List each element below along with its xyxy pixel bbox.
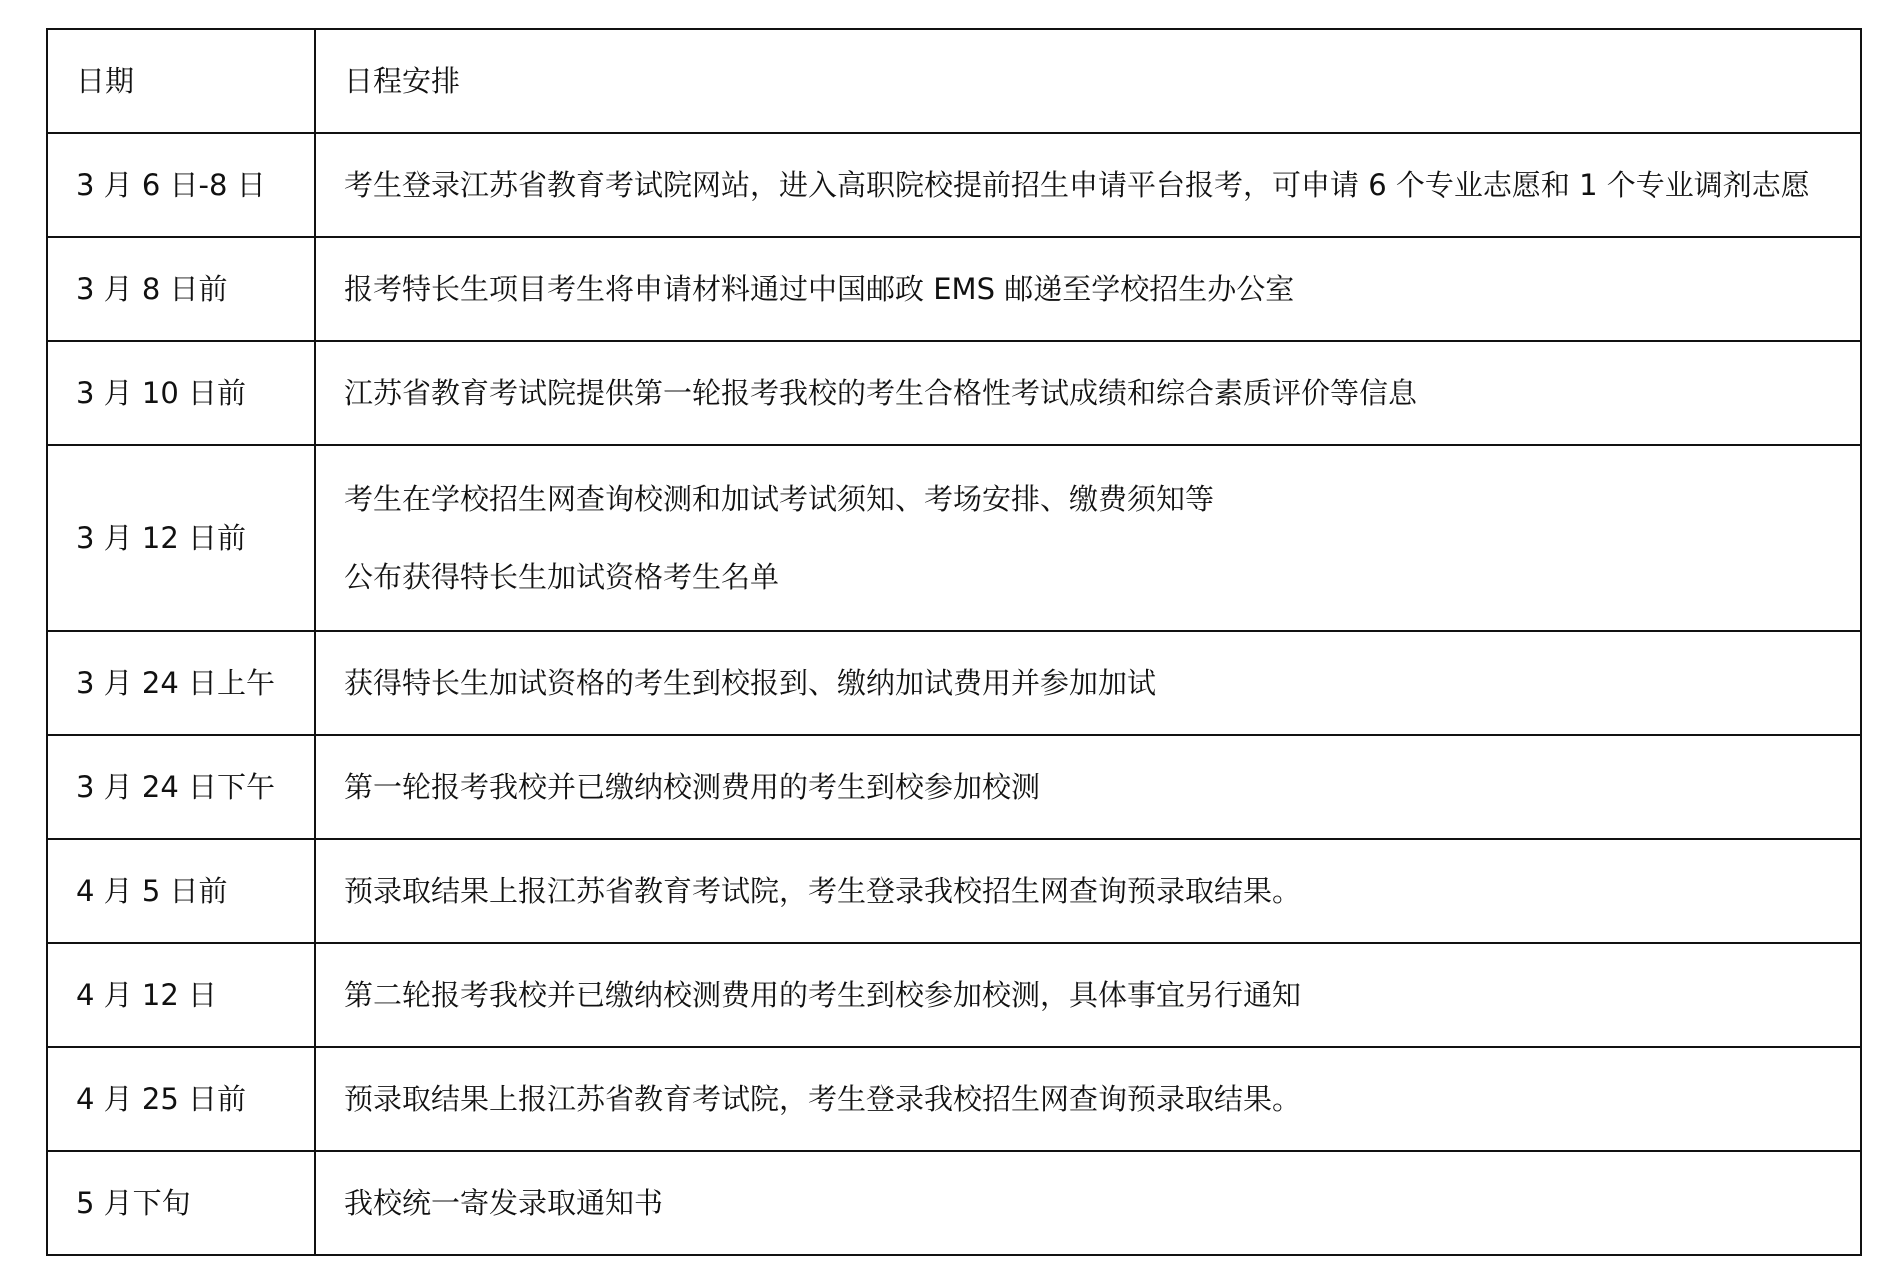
table-header-row xyxy=(47,29,1861,133)
date-cell: 4 月 5 日前 xyxy=(47,839,315,943)
table-row xyxy=(47,631,1861,735)
date-cell: 3 月 12 日前 xyxy=(47,445,315,631)
table-row xyxy=(47,237,1861,341)
date-cell: 3 月 6 日-8 日 xyxy=(47,133,315,237)
plan-line: 考生登录江苏省教育考试院网站，进入高职院校提前招生申请平台报考，可申请 6 个专业志愿和 1 个专业调剂志愿 xyxy=(344,167,1810,202)
plan-line: 预录取结果上报江苏省教育考试院，考生登录我校招生网查询预录取结果。 xyxy=(344,873,1302,908)
plan-cell xyxy=(315,1047,1861,1151)
table-row xyxy=(47,839,1861,943)
table-row xyxy=(47,1047,1861,1151)
plan-cell xyxy=(315,133,1861,237)
table-row xyxy=(47,133,1861,237)
plan-cell xyxy=(315,839,1861,943)
plan-line: 第一轮报考我校并已缴纳校测费用的考生到校参加校测 xyxy=(344,769,1041,804)
table-row xyxy=(47,735,1861,839)
header-plan: 日程安排 xyxy=(315,29,1861,133)
plan-line: 报考特长生项目考生将申请材料通过中国邮政 EMS 邮递至学校招生办公室 xyxy=(344,271,1295,306)
plan-line: 江苏省教育考试院提供第一轮报考我校的考生合格性考试成绩和综合素质评价等信息 xyxy=(344,375,1418,410)
date-cell: 4 月 25 日前 xyxy=(47,1047,315,1151)
plan-line: 获得特长生加试资格的考生到校报到、缴纳加试费用并参加加试 xyxy=(344,665,1157,700)
table-row xyxy=(47,445,1861,631)
date-cell: 3 月 10 日前 xyxy=(47,341,315,445)
plan-cell xyxy=(315,445,1861,631)
plan-cell xyxy=(315,341,1861,445)
plan-cell xyxy=(315,943,1861,1047)
plan-cell xyxy=(315,631,1861,735)
plan-line: 公布获得特长生加试资格考生名单 xyxy=(344,560,780,594)
plan-cell xyxy=(315,1151,1861,1255)
date-cell: 5 月下旬 xyxy=(47,1151,315,1255)
schedule-table xyxy=(46,28,1862,1256)
date-cell: 3 月 8 日前 xyxy=(47,237,315,341)
plan-line: 预录取结果上报江苏省教育考试院，考生登录我校招生网查询预录取结果。 xyxy=(344,1081,1302,1116)
plan-line: 考生在学校招生网查询校测和加试考试须知、考场安排、缴费须知等 xyxy=(344,481,1215,516)
table-row xyxy=(47,943,1861,1047)
table-row xyxy=(47,341,1861,445)
plan-cell xyxy=(315,237,1861,341)
table-row xyxy=(47,1151,1861,1255)
plan-line: 我校统一寄发录取通知书 xyxy=(344,1185,664,1220)
plan-line: 第二轮报考我校并已缴纳校测费用的考生到校参加校测，具体事宜另行通知 xyxy=(344,977,1302,1012)
date-cell: 3 月 24 日下午 xyxy=(47,735,315,839)
date-cell: 3 月 24 日上午 xyxy=(47,631,315,735)
plan-cell xyxy=(315,735,1861,839)
header-date: 日期 xyxy=(47,29,315,133)
date-cell: 4 月 12 日 xyxy=(47,943,315,1047)
